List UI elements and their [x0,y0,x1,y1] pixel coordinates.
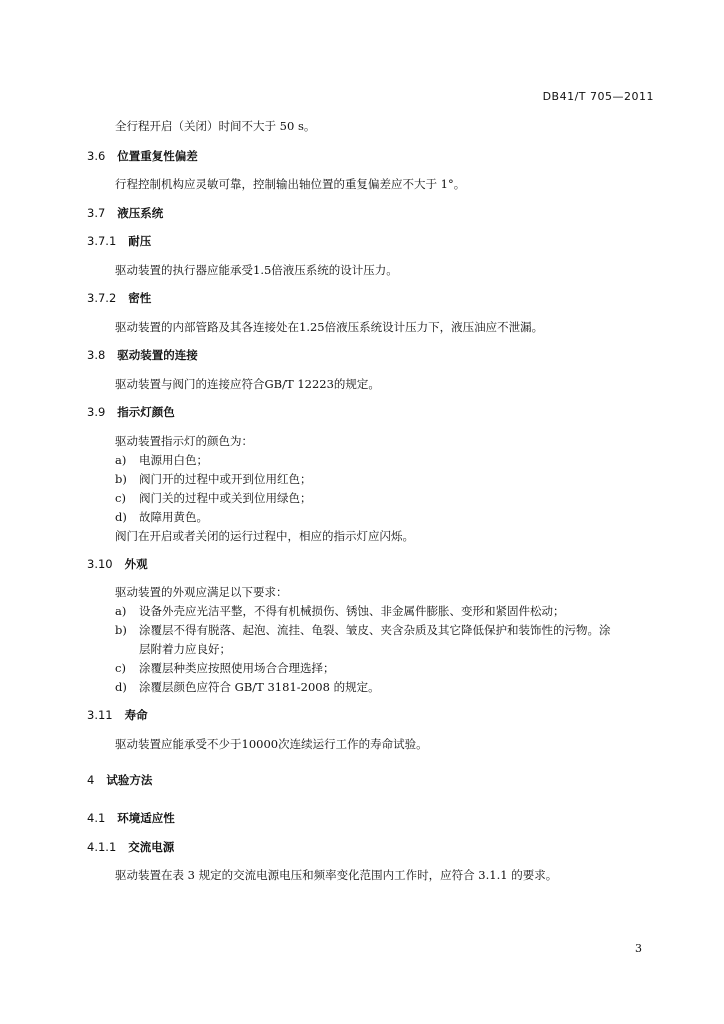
list-text: 涂覆层种类应按照使用场合合理选择； [139,661,335,675]
section-heading-3-10 [87,556,148,572]
section-title: 指示灯颜色 [117,405,175,419]
list-text: 涂覆层不得有脱落、起泡、流挂、龟裂、皱皮、夹含杂质及其它降低保护和装饰性的污物。涂 [139,623,611,637]
list-text: 阀门开的过程中或开到位用红色； [139,472,312,486]
section-number: 4.1.1 [87,840,117,854]
paragraph: 全行程开启（关闭）时间不大于 50 s。 [115,119,316,133]
section-number: 3.9 [87,405,106,419]
section-heading-4-1-1 [87,839,174,855]
list-item [115,452,208,468]
list-item [115,509,208,525]
list-item [115,622,611,638]
section-heading-3-9 [87,404,175,420]
list-text: 涂覆层颜色应符合 GB/T 3181-2008 的规定。 [139,680,380,694]
section-title: 寿命 [124,708,148,722]
list-item [115,660,335,676]
section-number: 3.7.1 [87,234,117,248]
section-number: 3.8 [87,348,106,362]
list-text: 阀门关的过程中或关到位用绿色； [139,491,312,505]
page-number: 3 [635,942,642,955]
list-item-continuation: 层附着力应良好； [139,642,231,656]
list-marker: c) [115,491,126,505]
list-item [115,490,312,506]
paragraph: 行程控制机构应灵敏可靠，控制输出轴位置的重复偏差应不大于 1°。 [115,177,466,191]
paragraph: 驱动装置与阀门的连接应符合GB/T 12223的规定。 [115,377,380,391]
section-number: 3.7.2 [87,291,117,305]
list-marker: d) [115,510,127,524]
list-marker: d) [115,680,127,694]
section-title: 液压系统 [117,206,164,220]
section-heading-3-8 [87,347,198,363]
section-number: 3.11 [87,708,113,722]
section-heading-4-1 [87,810,175,826]
section-title: 耐压 [128,234,152,248]
paragraph: 驱动装置的执行器应能承受1.5倍液压系统的设计压力。 [115,263,398,277]
list-item [115,603,565,619]
section-title: 密性 [128,291,152,305]
list-marker: b) [115,472,127,486]
paragraph: 驱动装置指示灯的颜色为： [115,434,253,448]
section-title: 驱动装置的连接 [117,348,198,362]
section-heading-3-11 [87,707,148,723]
section-title: 试验方法 [106,773,153,787]
list-text: 电源用白色； [139,453,208,467]
paragraph: 驱动装置的外观应满足以下要求： [115,585,288,599]
paragraph: 驱动装置在表 3 规定的交流电源电压和频率变化范围内工作时，应符合 3.1.1 的要求。 [115,868,558,882]
section-title: 位置重复性偏差 [117,149,198,163]
section-title: 环境适应性 [117,811,175,825]
section-number: 4 [87,773,95,787]
paragraph: 驱动装置应能承受不少于10000次连续运行工作的寿命试验。 [115,737,428,751]
list-marker: c) [115,661,126,675]
section-number: 3.7 [87,206,106,220]
section-heading-3-7-1 [87,233,151,249]
list-item [115,679,380,695]
section-title: 交流电源 [128,840,175,854]
section-heading-3-6 [87,148,198,164]
list-marker: a) [115,604,127,618]
section-number: 3.10 [87,557,113,571]
paragraph: 阀门在开启或者关闭的运行过程中，相应的指示灯应闪烁。 [115,529,414,543]
standard-code: DB41/T 705—2011 [542,90,654,103]
list-marker: b) [115,623,127,637]
paragraph: 驱动装置的内部管路及其各连接处在1.25倍液压系统设计压力下，液压油应不泄漏。 [115,320,544,334]
section-number: 4.1 [87,811,106,825]
list-text: 故障用黄色。 [139,510,208,524]
section-title: 外观 [124,557,148,571]
section-number: 3.6 [87,149,106,163]
section-heading-4 [87,772,152,788]
list-item [115,471,312,487]
list-text: 设备外壳应光洁平整，不得有机械损伤、锈蚀、非金属件膨胀、变形和紧固件松动； [139,604,565,618]
section-heading-3-7 [87,205,163,221]
list-marker: a) [115,453,127,467]
section-heading-3-7-2 [87,290,151,306]
